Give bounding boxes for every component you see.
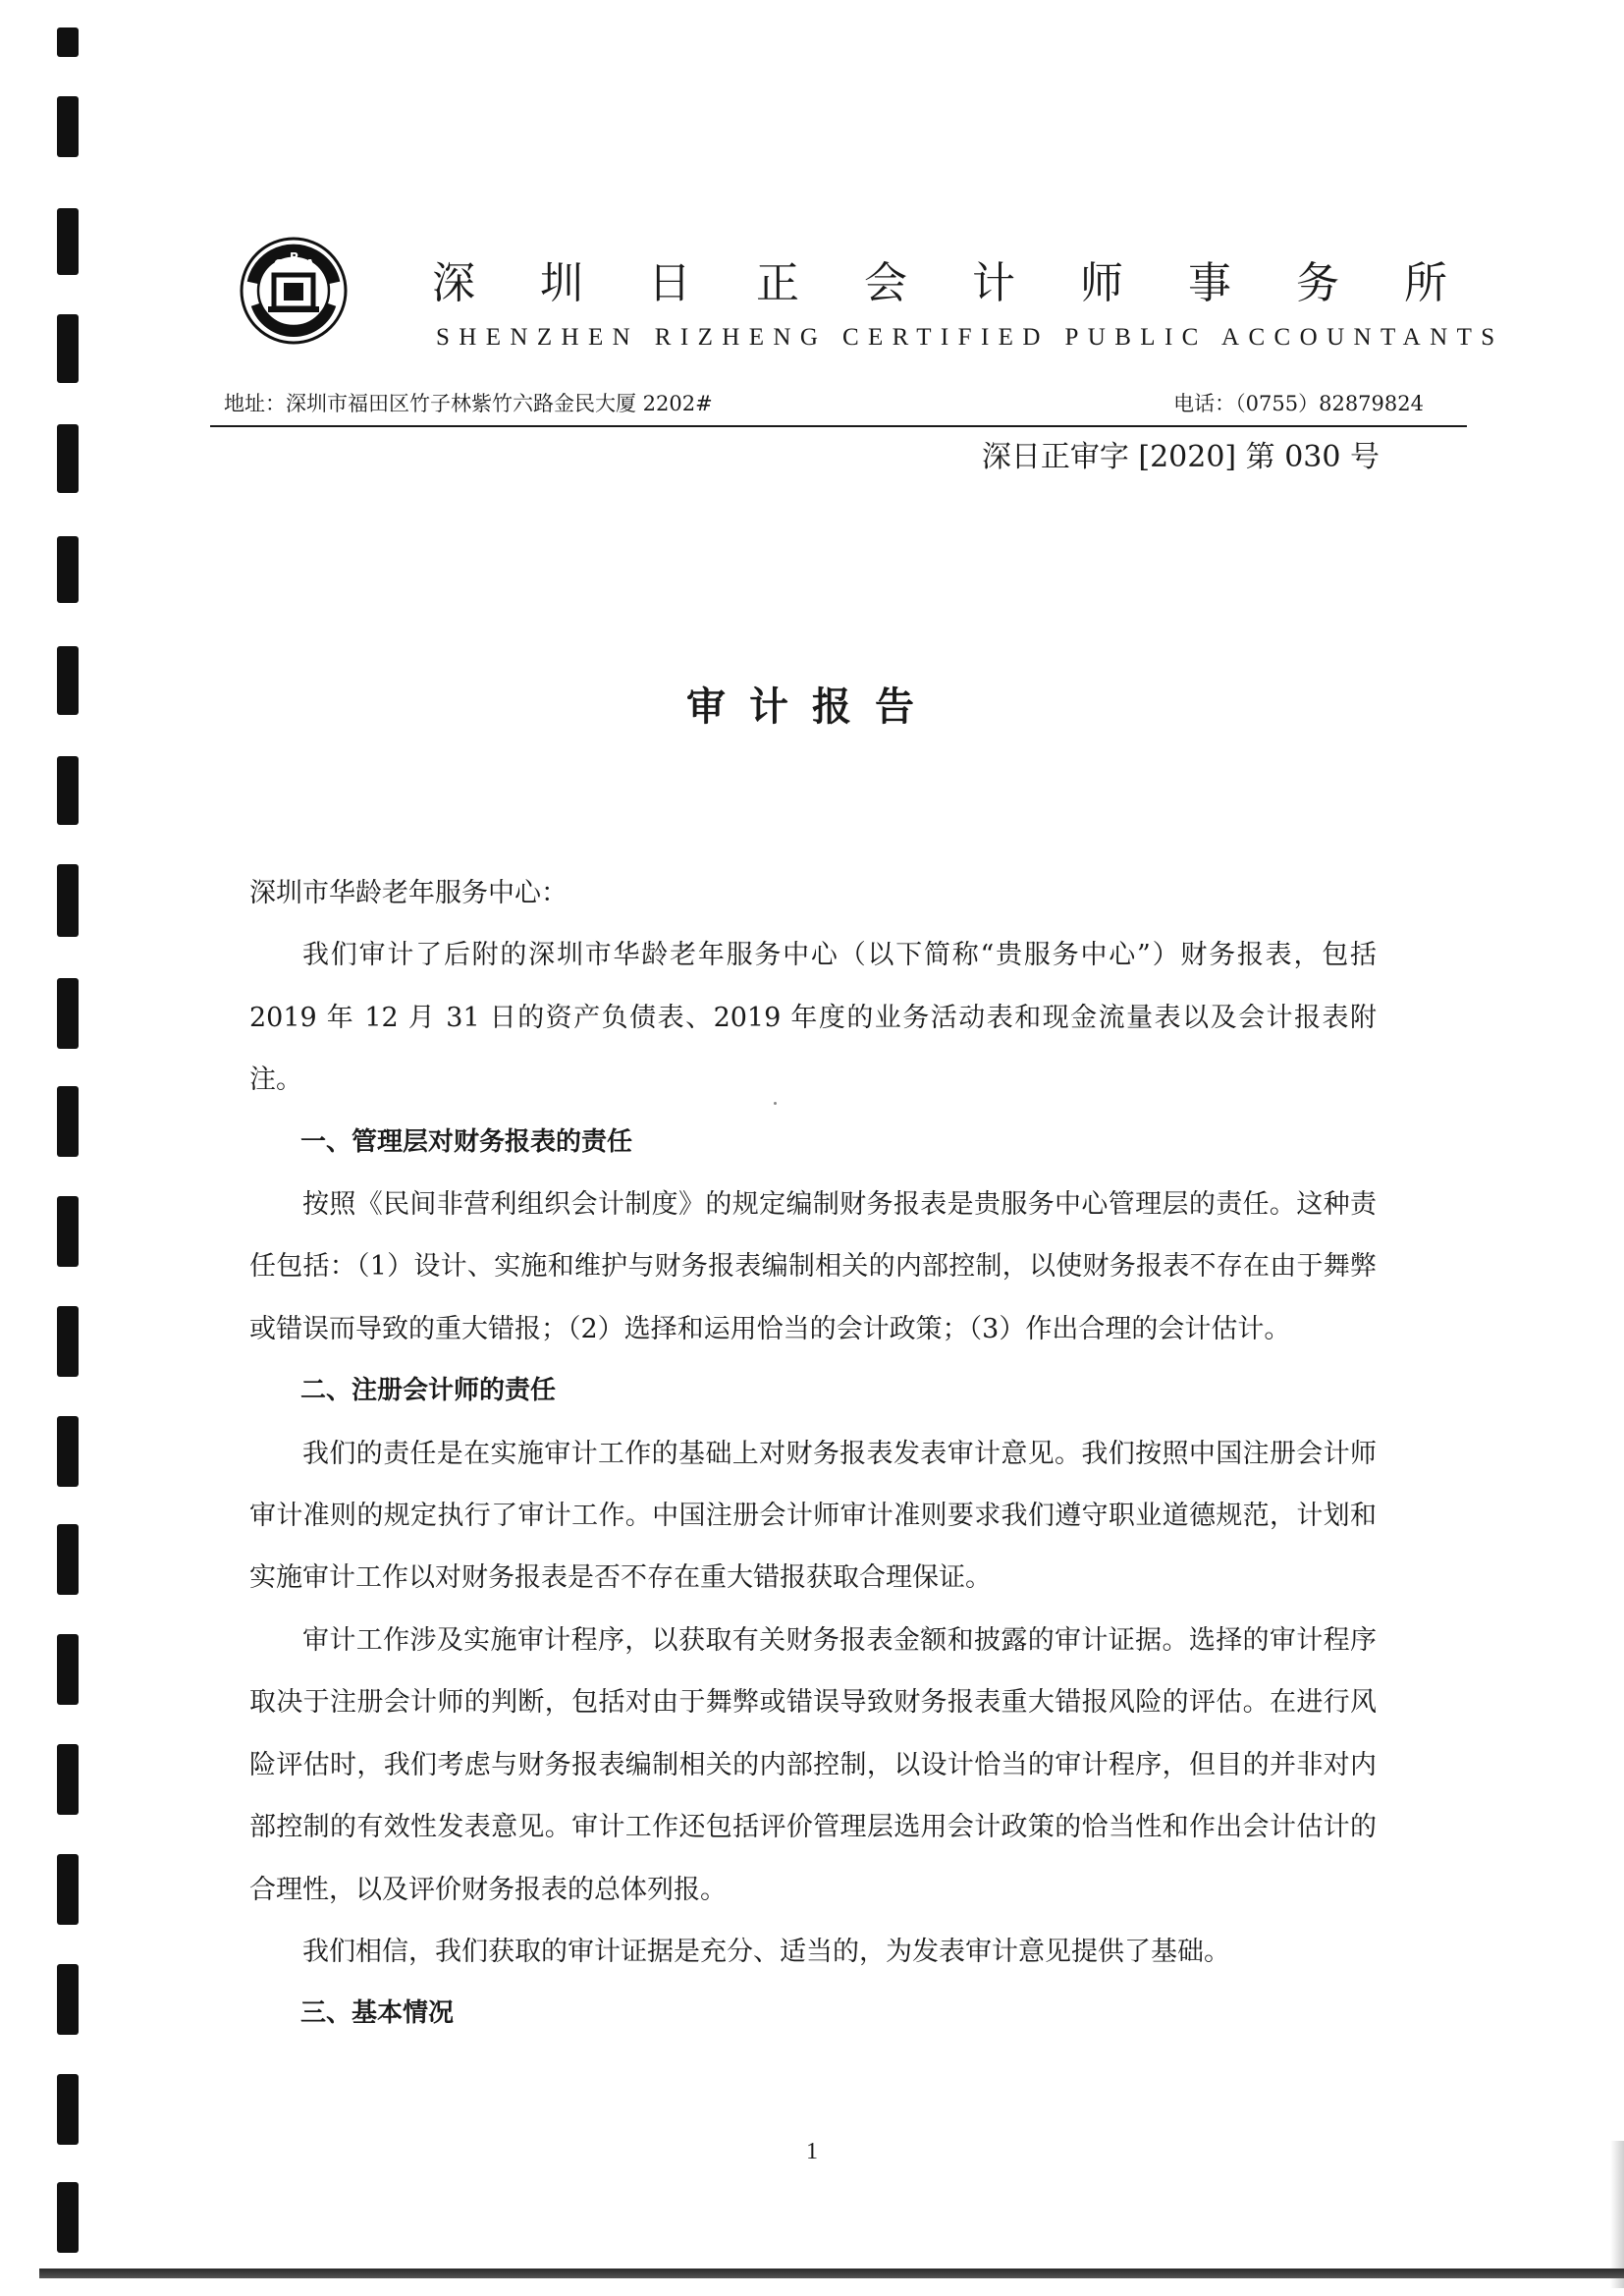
salutation: 深圳市华龄老年服务中心：: [249, 878, 568, 908]
header-divider: [210, 425, 1467, 427]
section-heading: 二、注册会计师的责任: [300, 1376, 557, 1406]
section1-paragraph: 按照《民间非营利组织会计制度》的规定编制财务报表是贵服务中心管理层的责任。这种责任包括：（1）设计、实施和维护与财务报表编制相关的内部控制，以使财务报表不存在由于舞弊或错误而导致的重大错报；（2）选择和运用恰当的会计政策；（3）作出合理的会计估计。: [249, 1189, 1377, 1344]
svg-text:P: P: [290, 250, 298, 264]
phone: 电话：（0755）82879824: [1173, 392, 1424, 415]
binding-mark: [57, 314, 79, 383]
binding-mark: [57, 96, 79, 157]
binding-mark: [57, 756, 79, 825]
binding-mark: [57, 864, 79, 937]
binding-mark: [57, 1524, 79, 1595]
section2-paragraph: 审计工作涉及实施审计程序，以获取有关财务报表金额和披露的审计证据。选择的审计程序取决于注册会计师的判断，包括对由于舞弊或错误导致财务报表重大错报风险的评估。在进行风险评估时，我们考虑与财务报表编制相关的内部控制，以设计恰当的审计程序，但目的并非对内部控制的有效性发表意见。审计工作还包括评价管理层选用会计政策的恰当性和作出会计估计的合理性，以及评价财务报表的总体列报。: [249, 1624, 1377, 1905]
address: 地址：深圳市福田区竹子林紫竹六路金民大厦 2202#: [224, 392, 713, 415]
binding-mark: [57, 1744, 79, 1815]
binding-holes: [57, 0, 82, 2296]
binding-mark: [57, 1306, 79, 1377]
binding-mark: [57, 1196, 79, 1267]
firm-name-cn: 深圳日正会计师事务所: [432, 258, 1512, 308]
reference-number: 深日正审字 [2020] 第 030 号: [981, 440, 1380, 474]
page-number: 1: [806, 2139, 818, 2164]
page-title: 审计报告: [686, 684, 938, 730]
binding-mark: [57, 208, 79, 275]
section2-paragraph: 我们的责任是在实施审计工作的基础上对财务报表发表审计意见。我们按照中国注册会计师审计准则的规定执行了审计工作。中国注册会计师审计准则要求我们遵守职业道德规范，计划和实施审计工作以对财务报表是否不存在重大错报获取合理保证。: [249, 1438, 1377, 1594]
section-heading: 三、基本情况: [300, 1998, 455, 2029]
binding-mark: [57, 1964, 79, 2035]
svg-text:A: A: [305, 257, 315, 271]
binding-mark: [57, 27, 79, 57]
firm-name-en: SHENZHEN RIZHENG CERTIFIED PUBLIC ACCOUNTANTS: [436, 324, 1504, 351]
section-heading: 一、管理层对财务报表的责任: [300, 1126, 633, 1157]
report-body: [249, 862, 1377, 2046]
scan-shadow: [1610, 2141, 1624, 2288]
binding-mark: [57, 1854, 79, 1925]
binding-mark: [57, 1416, 79, 1487]
binding-mark: [57, 1086, 79, 1157]
intro-paragraph: 我们审计了后附的深圳市华龄老年服务中心（以下简称“贵服务中心”）财务报表，包括 2019 年 12 月 31 日的资产负债表、2019 年度的业务活动表和现金流量表以及会计报表附注。: [249, 940, 1377, 1096]
scan-speck: [774, 1102, 777, 1105]
binding-mark: [57, 1634, 79, 1705]
section2-paragraph: 我们相信，我们获取的审计证据是充分、适当的，为发表审计意见提供了基础。: [302, 1936, 1230, 1967]
contact-line: [224, 388, 1424, 417]
binding-mark: [57, 536, 79, 603]
binding-mark: [57, 2074, 79, 2145]
binding-mark: [57, 424, 79, 493]
svg-text:C: C: [274, 257, 283, 271]
binding-mark: [57, 978, 79, 1049]
scan-bottom-edge: [39, 2269, 1624, 2278]
cpa-logo-icon: [239, 236, 349, 346]
binding-mark: [57, 2182, 79, 2253]
